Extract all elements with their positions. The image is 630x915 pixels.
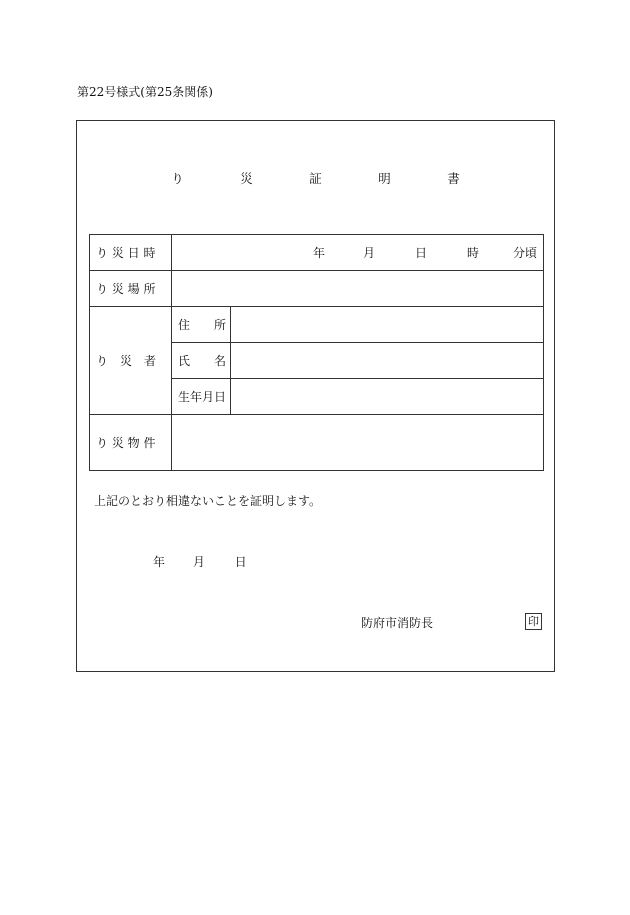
field-disaster-property[interactable] [172, 415, 544, 471]
issue-date-year: 年 [153, 555, 166, 569]
label-disaster-place: り 災 場 所 [90, 271, 172, 307]
issue-date-month: 月 [192, 555, 205, 569]
issue-date-day: 日 [234, 555, 247, 569]
label-disaster-property: り 災 物 件 [90, 415, 172, 471]
label-victim-name: 氏 名 [172, 343, 231, 379]
unit-hour: 時 [466, 246, 479, 260]
field-victim-birthdate[interactable] [231, 379, 544, 415]
row-victim-address [90, 307, 544, 343]
label-victim-birthdate: 生年月日 [172, 379, 231, 415]
issuer-title: 防府市消防長 [361, 616, 434, 630]
label-disaster-datetime: り 災 日 時 [90, 235, 172, 271]
field-disaster-place[interactable] [172, 271, 544, 307]
certification-statement: 上記のとおり相違ないことを証明します。 [94, 494, 322, 508]
certificate-table [89, 234, 544, 471]
row-disaster-datetime [90, 235, 544, 271]
issue-date[interactable] [153, 553, 247, 570]
unit-day: 日 [414, 246, 427, 260]
unit-month: 月 [362, 246, 375, 260]
row-disaster-place [90, 271, 544, 307]
seal-stamp-box: 印 [525, 613, 542, 630]
unit-minute: 分頃 [512, 246, 537, 260]
field-victim-address[interactable] [231, 307, 544, 343]
label-victim: り 災 者 [90, 307, 172, 415]
unit-year: 年 [312, 246, 325, 260]
certificate-frame [76, 120, 555, 672]
certificate-title: り 災 証 明 書 [171, 171, 482, 186]
field-disaster-datetime[interactable] [172, 235, 544, 271]
row-disaster-property [90, 415, 544, 471]
form-number: 第22号様式(第25条関係) [77, 85, 213, 99]
field-victim-name[interactable] [231, 343, 544, 379]
label-victim-address: 住 所 [172, 307, 231, 343]
